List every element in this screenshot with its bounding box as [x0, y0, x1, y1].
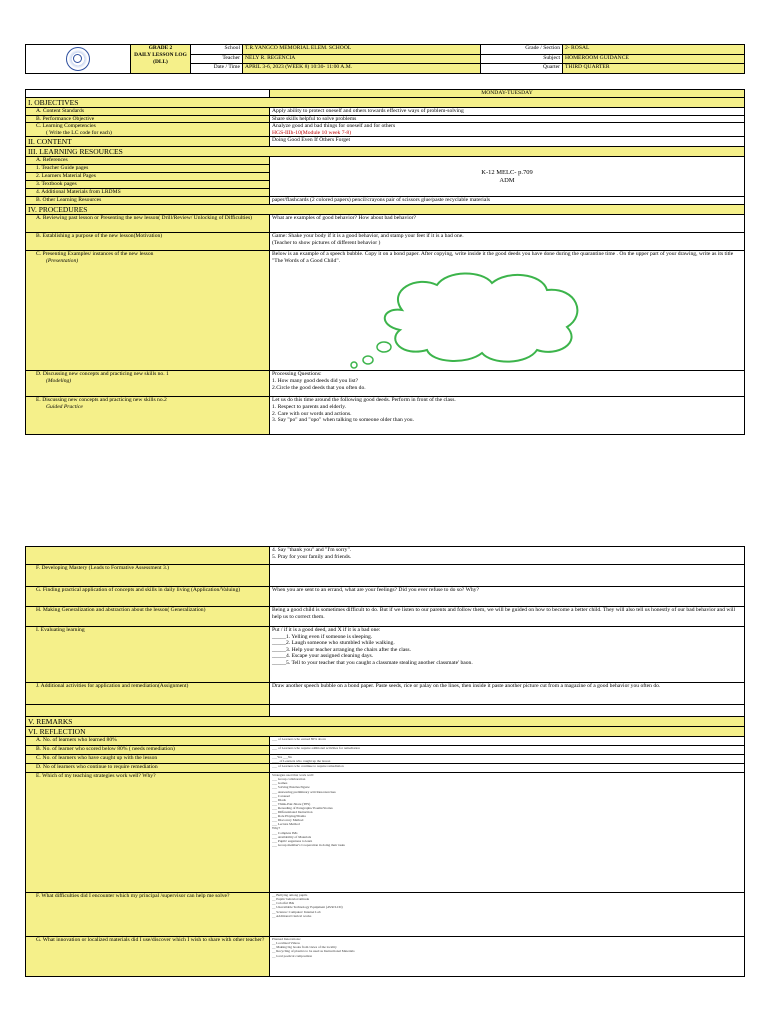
reflection-d-label: D. No of learners who continue to require remediation — [26, 764, 270, 773]
learners-material-label: 2. Learners Material Pages — [26, 173, 270, 181]
log-abbr: (DLL) — [153, 59, 168, 65]
innovation-item: __ Making big books from views of the locality — [272, 945, 337, 950]
procedure-b-game: Game: Shake your body if it is a good behavior, and stamp your feet if it is a bad one. — [272, 233, 464, 240]
strategy-item: ___ Think-Pair-Share (TPS) — [272, 801, 311, 806]
textbook-label: 3. Textbook pages — [26, 181, 270, 189]
evaluation-instruction: Put / if it is a good deed, and X if it is a bad one: — [272, 627, 381, 633]
difficulty-item: __ Unavailable Technology Equipment (AVR/LCD) — [272, 905, 343, 910]
other-resources-value: paper/flashcards (2 colored papers) pencil/crayons pair of scissors glue/paste recyclable materials — [270, 197, 745, 205]
reflection-a-value: ___ of Learners who earned 80% above — [270, 737, 745, 746]
resources-heading: III. LEARNING RESOURCES — [26, 147, 745, 157]
dll-header — [25, 44, 744, 74]
procedure-g-label: G. Finding practical application of concepts and skills in daily living (Application/Valuing) — [26, 587, 270, 607]
reflection-e-label: E. Which of my teaching strategies work well? Why? — [26, 773, 270, 893]
learning-competencies-sublabel: ( Write the LC code for each) — [46, 129, 112, 136]
references-label: A. References — [26, 157, 270, 165]
content-standards-value: Apply ability to protect oneself and others towards effective ways of problem-solving — [270, 108, 745, 116]
strategy-item: ___ Answering preliminary activities/exercises — [272, 789, 336, 794]
procedure-e-sub: Guided Practice — [46, 403, 83, 410]
procedure-e-line1: Let us do this time around the following good deeds. Perform in front of the class. — [272, 397, 456, 404]
dll-page-2 — [25, 546, 744, 977]
procedure-e-line4: 3. Say "po" and "opo" when talking to someone older than you. — [272, 417, 414, 424]
difficulty-item: __ Colorful IMs — [272, 901, 295, 906]
strategy-item: ___ Complete IMs — [272, 830, 298, 835]
innovation-item: __ Localized Videos — [272, 941, 300, 946]
reflection-c-value: ____ of Learners who caught up the lesson — [272, 759, 331, 764]
evaluation-item-3: _____3. Help your teacher arranging the chairs after the class. — [272, 646, 412, 653]
strategy-item: ___ Solving Puzzles/Jigsaw — [272, 785, 310, 790]
difficulties-list — [270, 893, 745, 937]
procedure-i-label: I. Evaluating learning — [26, 627, 270, 683]
performance-objective-value: Share skills helpful to solve problems — [270, 115, 745, 123]
strategy-item: Why? — [272, 826, 281, 831]
dll-page-1 — [25, 89, 744, 435]
performance-objective-label: B. Performance Objective — [26, 115, 270, 123]
grade-section-value: 2- ROSAL — [563, 45, 745, 55]
date-label: Date / Time — [191, 64, 243, 74]
reflection-c-label: C. No. of learners who have caught up with the lesson — [26, 755, 270, 764]
strategy-item: ___ Lecture Method — [272, 822, 300, 827]
evaluation-item-2: _____2. Laugh someone who stumbled while walking. — [272, 640, 395, 647]
procedure-d-sub: (Modeling) — [46, 377, 72, 384]
innovation-item: __ Recycling of plastics to be used as Instructional Materials — [272, 949, 355, 954]
innovations-list — [270, 937, 745, 977]
speech-bubble-cloud — [385, 273, 578, 361]
procedure-c-sub: (Presentation) — [46, 257, 79, 264]
remarks-heading: V. REMARKS — [26, 717, 745, 727]
teacher-label: Teacher — [191, 54, 243, 64]
procedure-a-label: A. Reviewing past lesson or Presenting the new lesson( Drill/Review/ Unlocking of Difficulties) — [26, 215, 270, 233]
thought-dot-medium — [363, 356, 373, 364]
reflection-g-label: G. What innovation or localized materials did I use/discover which I wish to share with other teacher? — [26, 937, 270, 977]
strategy-item: ___ Differentiated Instruction — [272, 810, 313, 815]
log-title: DAILY LESSON LOG — [134, 52, 187, 58]
content-value: Doing Good Even If Others Forget — [270, 137, 745, 147]
procedure-e-label: E. Discussing new concepts and practicing new skills no.2 — [36, 397, 167, 404]
evaluation-item-1: _____1. Yelling even if someone is sleeping. — [272, 633, 373, 640]
grade-section-label: Grade / Section — [481, 45, 563, 55]
strategies-list — [270, 773, 745, 893]
objectives-heading: I. OBJECTIVES — [26, 98, 745, 108]
strategy-item: Strategies used that work well: — [272, 773, 314, 778]
subject-label: Subject — [481, 54, 563, 64]
innovation-item: Planned Innovations: — [272, 937, 301, 942]
reflection-b-value: ___ of Learners who require additional activities for remediation — [270, 746, 745, 755]
strategy-item: ___ Diads — [272, 797, 286, 802]
reflection-d-value: ___ of Learners who continue to require remediation — [270, 764, 745, 773]
school-value: T.R.YANGCO MEMORIAL ELEM. SCHOOL — [243, 45, 481, 55]
thought-dot-small — [351, 362, 357, 368]
reference-melc: K-12 MELC- p.709 — [481, 169, 533, 177]
procedure-d-line3: 2.Circle the good deeds that you often do. — [272, 384, 366, 391]
teacher-guide-label: 1. Teacher Guide pages — [26, 165, 270, 173]
deped-seal-icon — [66, 47, 90, 71]
grade-label: GRADE 2 — [148, 45, 173, 51]
speech-bubble-illustration — [332, 265, 632, 370]
thought-dot-large — [377, 342, 391, 352]
strategy-item: ___ Group member's Cooperation in doing their tasks — [272, 842, 345, 847]
subject-value: HOMEROOM GUIDANCE — [563, 54, 745, 64]
strategy-item: ___ Games — [272, 781, 288, 786]
procedure-d-line1: Processing Questions: — [272, 371, 322, 378]
strategy-item: ___ Role Playing/Drama — [272, 814, 306, 819]
procedure-c-value: Below is an example of a speech bubble. Copy it on a bond paper. After copying, write inside it the good deeds you have done during the quarantine time . On the upper part of your drawing, write as its title "The Words of a Good Child". — [272, 251, 734, 264]
evaluation-item-5: _____5. Tell to your teacher that you caught a classmate stealing another classmate' baon. — [272, 659, 473, 666]
quarter-label: Quarter — [481, 64, 563, 74]
strategy-item: ___ Group collaboration — [272, 777, 306, 782]
procedure-e-line2: 1. Respect to parents and elderly. — [272, 403, 347, 410]
procedure-b-label: B. Establishing a purpose of the new lesson(Motivation) — [26, 233, 270, 251]
reflection-heading: VI. REFLECTION — [26, 727, 745, 737]
procedure-h-label: H. Making Generalization and abstraction about the lesson( Generalization) — [26, 607, 270, 627]
difficulty-item: __ Bullying among pupils — [272, 893, 308, 898]
procedure-e-line6: 5. Pray for your family and friends. — [272, 553, 352, 560]
day-label: MONDAY-TUESDAY — [270, 90, 745, 98]
procedure-a-value: What are examples of good behavior? How about bad behavior? — [270, 215, 745, 233]
difficulty-item: __ Additional Clerical works — [272, 913, 312, 918]
strategy-item: ___ Availability of Materials — [272, 834, 312, 839]
school-label: School — [191, 45, 243, 55]
reflection-c-yesno: ___Yes ___No — [272, 755, 293, 759]
procedure-d-line2: 1. How many good deeds did you list? — [272, 377, 359, 384]
learning-competencies-value: Analyze good and bad things for oneself and for others — [272, 123, 396, 130]
procedure-f-label: F. Developing Mastery (Leads to Formative Assessment 3.) — [26, 565, 270, 587]
procedure-g-value: When you are sent to an errand, what are your feelings? Did you ever refuse to do so? Why? — [270, 587, 745, 607]
procedure-e-line5: 4. Say "thank you" and "I'm sorry". — [272, 547, 352, 553]
quarter-value: THIRD QUARTER — [563, 64, 745, 74]
strategy-item: ___ Rereading of Paragraphs/ Poems/Stories — [272, 805, 333, 810]
procedure-b-note: (Teacher to show pictures of different behavior ) — [272, 239, 381, 246]
reference-adm: ADM — [499, 176, 515, 184]
content-standards-label: A. Content Standards — [26, 108, 270, 116]
procedure-c-label: C. Presenting Examples/ instances of the new lesson — [36, 251, 154, 258]
evaluation-item-4: _____4. Escape your assigned cleaning days. — [272, 653, 374, 660]
difficulty-item: __ Science/ Computer/ Internet Lab — [272, 909, 321, 914]
procedure-j-value: Draw another speech bubble on a bond paper. Paste seeds, rice or palay on the lines, then inside it paste another picture cut from a magazine of a good behavior you often do. — [270, 683, 745, 705]
reflection-a-label: A. No. of learners who learned 80% — [26, 737, 270, 746]
procedure-j-label: J. Additional activities for application and remediation(Assignment) — [26, 683, 270, 705]
additional-materials-label: 4. Additional Materials from LRDMS — [26, 189, 270, 197]
date-value: APRIL 3-6, 2023 (WEEK 8) 10:30- 11:00 A.M. — [243, 64, 481, 74]
reflection-f-label: F. What difficulties did I encounter which my principal /supervisor can help me solve? — [26, 893, 270, 937]
strategy-item: ___ Pupils' eagerness to learn — [272, 838, 313, 843]
reflection-b-label: B. No. of learner who scored below 80% ( needs remediation) — [26, 746, 270, 755]
teacher-value: NELY R. REGENCIA — [243, 54, 481, 64]
learning-competencies-label: C. Learning Competencies — [36, 123, 96, 130]
procedures-heading: IV. PROCEDURES — [26, 205, 745, 215]
content-heading: II. CONTENT — [26, 137, 270, 147]
lc-code: HGS-IIIh-10(Module 10 week 7-8) — [272, 129, 352, 136]
strategy-item: ___ Discovery Method — [272, 818, 304, 823]
other-resources-label: B. Other Learning Resources — [26, 197, 270, 205]
difficulty-item: __ Pupils' behavior/attitude — [272, 897, 310, 902]
procedure-d-label: D. Discussing new concepts and practicing new skills no. 1 — [36, 371, 169, 378]
strategy-item: ___ Carousel — [272, 793, 290, 798]
procedure-e-line3: 2. Care with our words and actions. — [272, 410, 352, 417]
innovation-item: __ local poetical composition — [272, 953, 313, 958]
deped-seal — [26, 45, 131, 74]
procedure-h-value: Being a good child is sometimes difficult to do. But if we listen to our parents and follow them, we will be guided on how to become a better child. They will also tell us honestly of our bad behavior and will help us to correct them. — [270, 607, 745, 627]
